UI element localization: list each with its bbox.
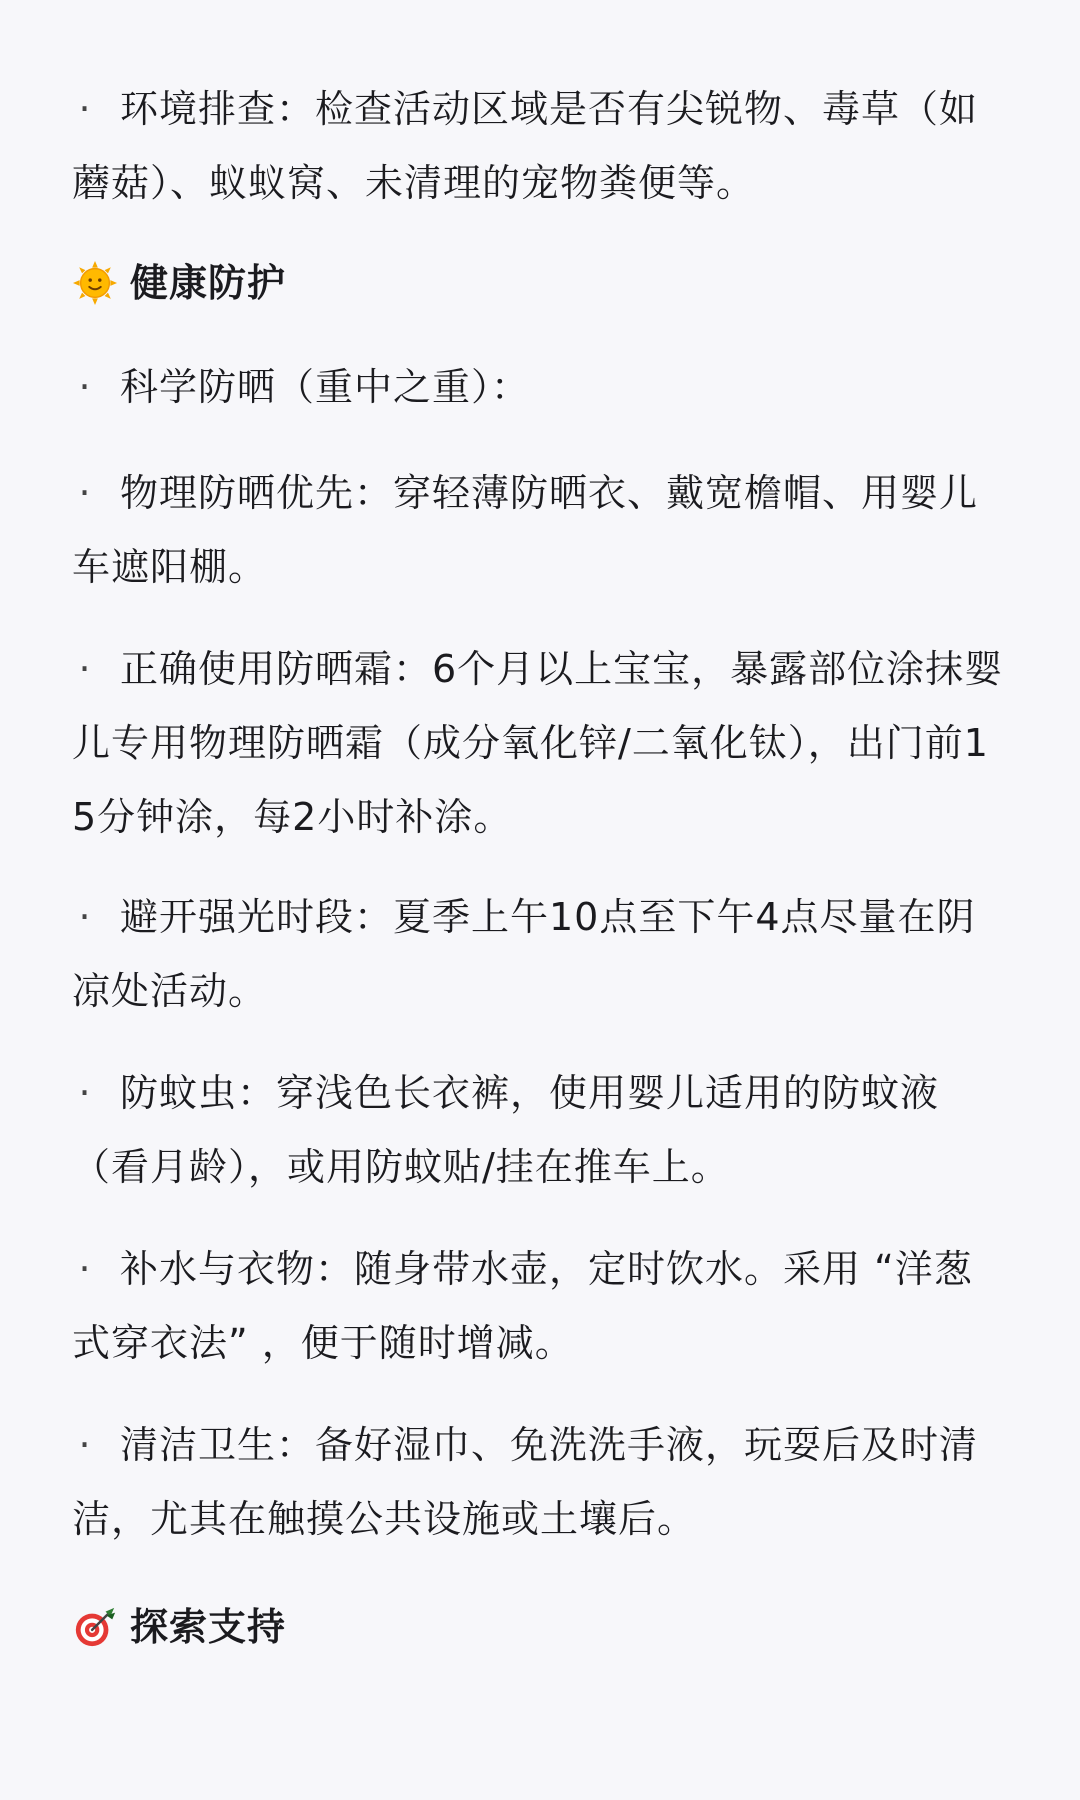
list-item (72, 456, 1008, 604)
list-item (72, 1056, 1008, 1204)
heading-text: 探索支持 (130, 1605, 287, 1649)
section-heading-exploration-support (72, 1590, 286, 1664)
bullet-marker: · (78, 1071, 92, 1115)
bullet-marker: · (78, 1247, 92, 1291)
section-heading-health-protection (72, 246, 286, 320)
list-item (72, 880, 1008, 1028)
target-dart-icon (72, 1604, 118, 1650)
item-text: 科学防晒（重中之重）： (120, 365, 531, 409)
bullet-marker: · (78, 895, 92, 939)
item-text: 清洁卫生：备好湿巾、免洗洗手液，玩耍后及时清洁，尤其在触摸公共设施或土壤后。 (72, 1423, 979, 1541)
item-text: 补水与衣物：随身带水壶，定时饮水。采用 “洋葱式穿衣法” ，便于随时增减。 (72, 1247, 973, 1365)
bullet-marker: · (78, 647, 92, 691)
bullet-marker: · (78, 365, 92, 409)
list-item (72, 72, 1008, 220)
list-item (72, 1232, 1008, 1380)
item-text: 正确使用防晒霜：6个月以上宝宝，暴露部位涂抹婴儿专用物理防晒霜（成分氧化锌/二氧化钛），出门前15分钟涂，每2小时补涂。 (72, 647, 1004, 839)
bullet-marker: · (78, 1423, 92, 1467)
item-text: 物理防晒优先：穿轻薄防晒衣、戴宽檐帽、用婴儿车遮阳棚。 (72, 471, 979, 589)
bullet-marker: · (78, 87, 92, 131)
bullet-marker: · (78, 471, 92, 515)
item-text: 避开强光时段：夏季上午10点至下午4点尽量在阴凉处活动。 (72, 895, 976, 1013)
list-item (72, 632, 1008, 854)
heading-text: 健康防护 (130, 261, 287, 305)
item-text: 环境排查：检查活动区域是否有尖锐物、毒草（如蘑菇）、蚁蚁窝、未清理的宠物粪便等。 (72, 87, 979, 205)
list-item (72, 350, 1008, 424)
sun-face-icon (72, 260, 118, 306)
item-text: 防蚊虫：穿浅色长衣裤，使用婴儿适用的防蚊液（看月龄），或用防蚊贴/挂在推车上。 (72, 1071, 940, 1189)
list-item (72, 1408, 1008, 1556)
